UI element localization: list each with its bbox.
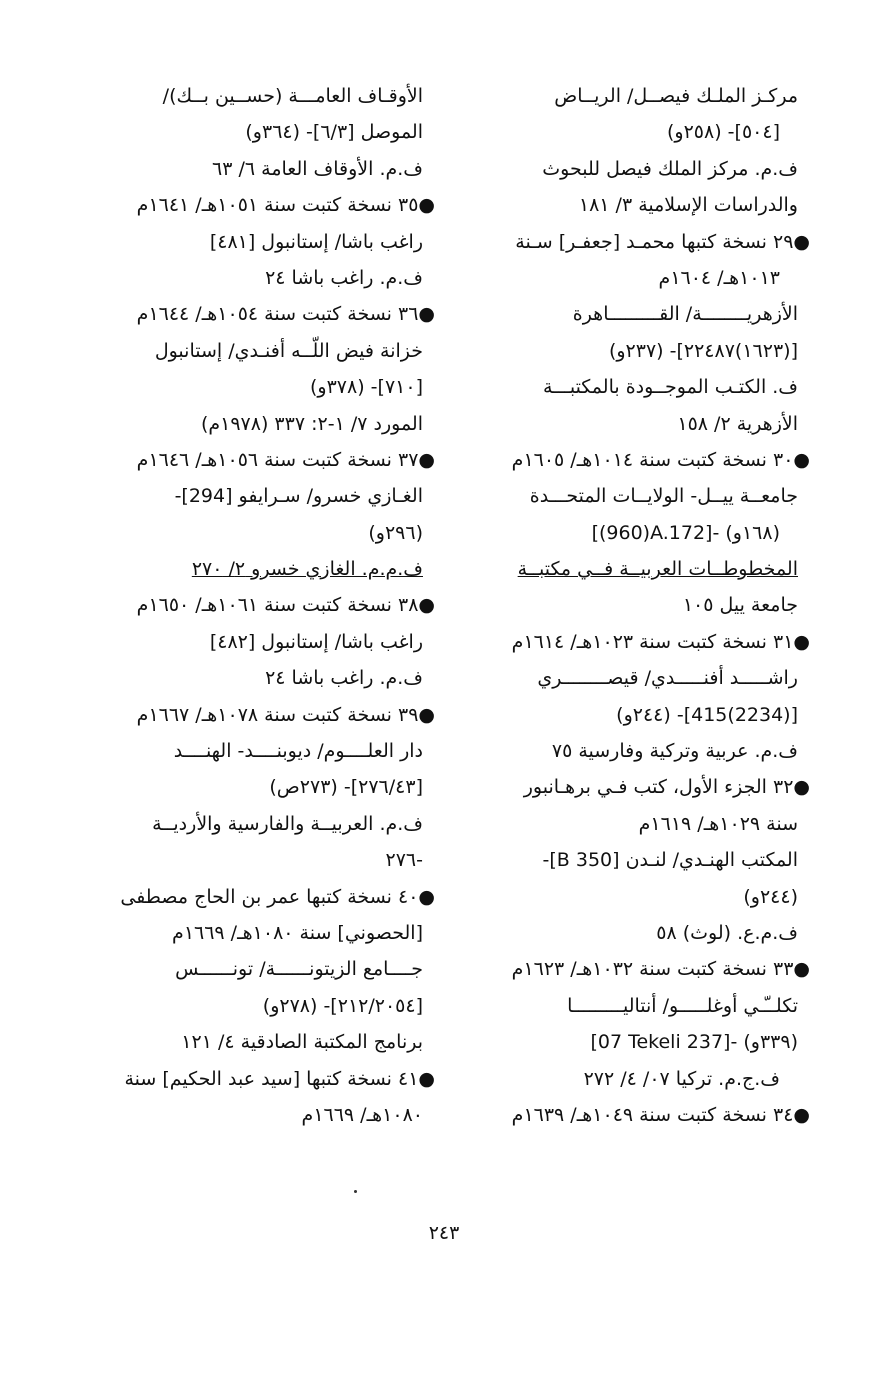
entry-line — [80, 478, 435, 514]
line-text: الموصل [٦/٣]- (٣٦٤و) — [245, 121, 423, 144]
line-text: سنة ١٠٢٩هـ/ ١٦١٩م — [638, 812, 798, 835]
entry-line — [80, 1097, 435, 1133]
entry-line — [470, 988, 810, 1024]
entry-line — [80, 151, 435, 187]
left-column — [80, 78, 435, 1133]
entry-line — [80, 769, 435, 805]
line-text: ف.م. راغب باشا ٢٤ — [265, 266, 423, 289]
entry-heading-line — [80, 879, 435, 915]
entry-line — [80, 224, 435, 260]
entry-heading-line — [80, 442, 435, 478]
line-text: ●٣٩ نسخة كتبت سنة ١٠٧٨هـ/ ١٦٦٧م — [136, 703, 435, 726]
line-text: الغـازي خسرو/ سـرايفو [294]- — [174, 485, 423, 508]
line-text: مركـز الملـك فيصــل/ الريــاض — [554, 85, 798, 107]
line-text: جامعة ييل ١٠٥ — [682, 594, 798, 617]
line-text: ●٣٥ نسخة كتبت سنة ١٠٥١هـ/ ١٦٤١م — [136, 194, 435, 217]
line-text: راشـــــد أفنـــــدي/ قيصــــــــري — [537, 667, 798, 690]
entry-line — [470, 551, 810, 587]
line-text: ف.م.ع. (لوث) ٥٨ — [656, 921, 798, 944]
entry-heading-line — [470, 769, 810, 805]
line-text: جامعــة ييــل- الولايــات المتحـــدة — [529, 485, 798, 508]
entry-line — [470, 296, 810, 332]
line-text: جــــامع الزيتونــــــة/ تونــــــس — [175, 958, 423, 981]
entry-line — [470, 879, 810, 915]
line-text: الأزهريــــــــة/ القـــــــــاهرة — [572, 303, 798, 326]
line-text: راغب باشا/ إستانبول [٤٨١] — [209, 230, 423, 253]
line-text: المورد ٧/ ١-٢: ٣٣٧ (١٩٧٨م) — [200, 412, 423, 435]
entry-line — [470, 333, 810, 369]
entry-line — [470, 151, 810, 187]
line-text: [(١٦٢٣)٢٢٤٨٧]- (٢٣٧و) — [608, 339, 798, 362]
line-text: ●٣٢ الجزء الأول، كتب فـي برهـانبور — [523, 776, 810, 799]
entry-line — [80, 806, 435, 842]
entry-line — [470, 114, 810, 150]
right-column — [470, 78, 810, 1133]
line-text: ●٣٨ نسخة كتبت سنة ١٠٦١هـ/ ١٦٥٠م — [136, 594, 435, 617]
entry-line — [80, 733, 435, 769]
entry-line — [470, 806, 810, 842]
entry-line — [80, 551, 435, 587]
entry-heading-line — [470, 1097, 810, 1133]
line-text: [٢٧٦/٤٣]- (٢٧٣ص) — [269, 776, 423, 799]
line-text: ●٤١ نسخة كتبها [سيد عبد الحكيم] سنة — [124, 1067, 435, 1090]
line-text: ●٣٧ نسخة كتبت سنة ١٠٥٦هـ/ ١٦٤٦م — [136, 448, 435, 471]
line-text: ف.م. العربيــة والفارسية والأرديــة — [152, 812, 423, 835]
line-text: الأزهرية ٢/ ١٥٨ — [677, 412, 798, 435]
line-text: ١٠١٣هـ/ ١٦٠٤م — [658, 266, 780, 289]
line-text: ف.م. مركز الملك فيصل للبحوث — [542, 157, 798, 180]
entry-line — [470, 260, 810, 296]
line-text: تكلــّـي أوغلـــــو/ أنتاليـــــــــا — [567, 994, 798, 1017]
line-text: الأوقـاف العامـــة (حســين بــك)/ — [162, 85, 423, 107]
entry-heading-line — [80, 1061, 435, 1097]
line-text: [٢١٢/٢٠٥٤]- (٢٧٨و) — [262, 994, 423, 1017]
entry-line — [470, 1024, 810, 1060]
line-text: [(2234)415]- (٢٤٤و) — [616, 703, 798, 726]
line-text: [(960)A.172]- (١٦٨و) — [591, 521, 780, 544]
line-text: برنامج المكتبة الصادقية ٤/ ١٢١ — [181, 1031, 423, 1054]
entry-line — [470, 697, 810, 733]
entry-heading-line — [470, 624, 810, 660]
entry-line — [80, 333, 435, 369]
entry-line — [470, 587, 810, 623]
line-text: [07 Tekeli 237]- (٣٣٩و) — [590, 1031, 798, 1054]
entry-line — [470, 478, 810, 514]
entry-line — [470, 187, 810, 223]
line-text: خزانة فيض اللّــه أفنـدي/ إستانبول — [154, 339, 423, 362]
entry-heading-line — [80, 296, 435, 332]
line-text: المخطوطــات العربيــة فــي مكتبــة — [517, 558, 798, 581]
line-text: ف.م. الأوقاف العامة ٦/ ٦٣ — [212, 157, 423, 180]
entry-line — [470, 515, 810, 551]
entry-line — [470, 915, 810, 951]
entry-line — [470, 369, 810, 405]
entry-line — [80, 842, 435, 878]
line-text: ف.م. عربية وتركية وفارسية ٧٥ — [551, 740, 798, 763]
line-text: ١٠٨٠هـ/ ١٦٦٩م — [301, 1103, 423, 1126]
line-text: ●٢٩ نسخة كتبها محمـد [جعفـر] سـنة — [515, 230, 810, 253]
entry-heading-line — [80, 587, 435, 623]
entry-line — [470, 78, 810, 114]
line-text: (٢٩٦و) — [368, 521, 423, 544]
entry-line — [470, 406, 810, 442]
entry-heading-line — [80, 697, 435, 733]
entry-line — [80, 78, 435, 114]
entry-line — [80, 406, 435, 442]
line-text: المكتب الهنـدي/ لنـدن [350 B]- — [542, 849, 798, 872]
line-text: ف.ج.م. تركيا ٠٧/ ٤/ ٢٧٢ — [583, 1067, 780, 1090]
entry-heading-line — [470, 224, 810, 260]
entry-line — [80, 114, 435, 150]
page-number: ٢٤٣ — [428, 1222, 460, 1244]
entry-line — [80, 951, 435, 987]
line-text: [٧١٠]- (٣٧٨و) — [310, 376, 423, 399]
entry-line — [470, 733, 810, 769]
line-text: ●٣٣ نسخة كتبت سنة ١٠٣٢هـ/ ١٦٢٣م — [511, 958, 810, 981]
line-text: ٢٧٦- — [385, 849, 423, 872]
entry-line — [80, 915, 435, 951]
entry-line — [470, 1061, 810, 1097]
line-text: ●٤٠ نسخة كتبها عمر بن الحاج مصطفى — [120, 885, 435, 908]
line-text: دار العلــــوم/ ديوبنــــد- الهنــــد — [173, 740, 423, 763]
line-text: ●٣٤ نسخة كتبت سنة ١٠٤٩هـ/ ١٦٣٩م — [511, 1103, 810, 1126]
entry-heading-line — [470, 442, 810, 478]
line-text: والدراسات الإسلامية ٣/ ١٨١ — [578, 194, 798, 217]
entry-line — [80, 515, 435, 551]
line-text: [٥٠٤]- (٢٥٨و) — [667, 121, 780, 144]
line-text: ●٣٠ نسخة كتبت سنة ١٠١٤هـ/ ١٦٠٥م — [511, 448, 810, 471]
line-text: ف.م. راغب باشا ٢٤ — [265, 667, 423, 690]
entry-line — [80, 624, 435, 660]
line-text: ●٣٦ نسخة كتبت سنة ١٠٥٤هـ/ ١٦٤٤م — [136, 303, 435, 326]
entry-line — [470, 842, 810, 878]
entry-heading-line — [470, 951, 810, 987]
line-text: ف. الكتـب الموجــودة بالمكتبـــة — [542, 376, 798, 399]
line-text: ●٣١ نسخة كتبت سنة ١٠٢٣هـ/ ١٦١٤م — [511, 630, 810, 653]
line-text: ف.م.م. الغازي خسرو ٢/ ٢٧٠ — [191, 558, 423, 581]
entry-line — [80, 660, 435, 696]
stray-dot — [354, 1190, 357, 1193]
entry-line — [80, 260, 435, 296]
entry-heading-line — [80, 187, 435, 223]
entry-line — [80, 369, 435, 405]
entry-line — [80, 1024, 435, 1060]
line-text: (٢٤٤و) — [743, 885, 798, 908]
line-text: [الحصوني] سنة ١٠٨٠هـ/ ١٦٦٩م — [172, 921, 423, 944]
entry-line — [470, 660, 810, 696]
line-text: راغب باشا/ إستانبول [٤٨٢] — [209, 630, 423, 653]
entry-line — [80, 988, 435, 1024]
